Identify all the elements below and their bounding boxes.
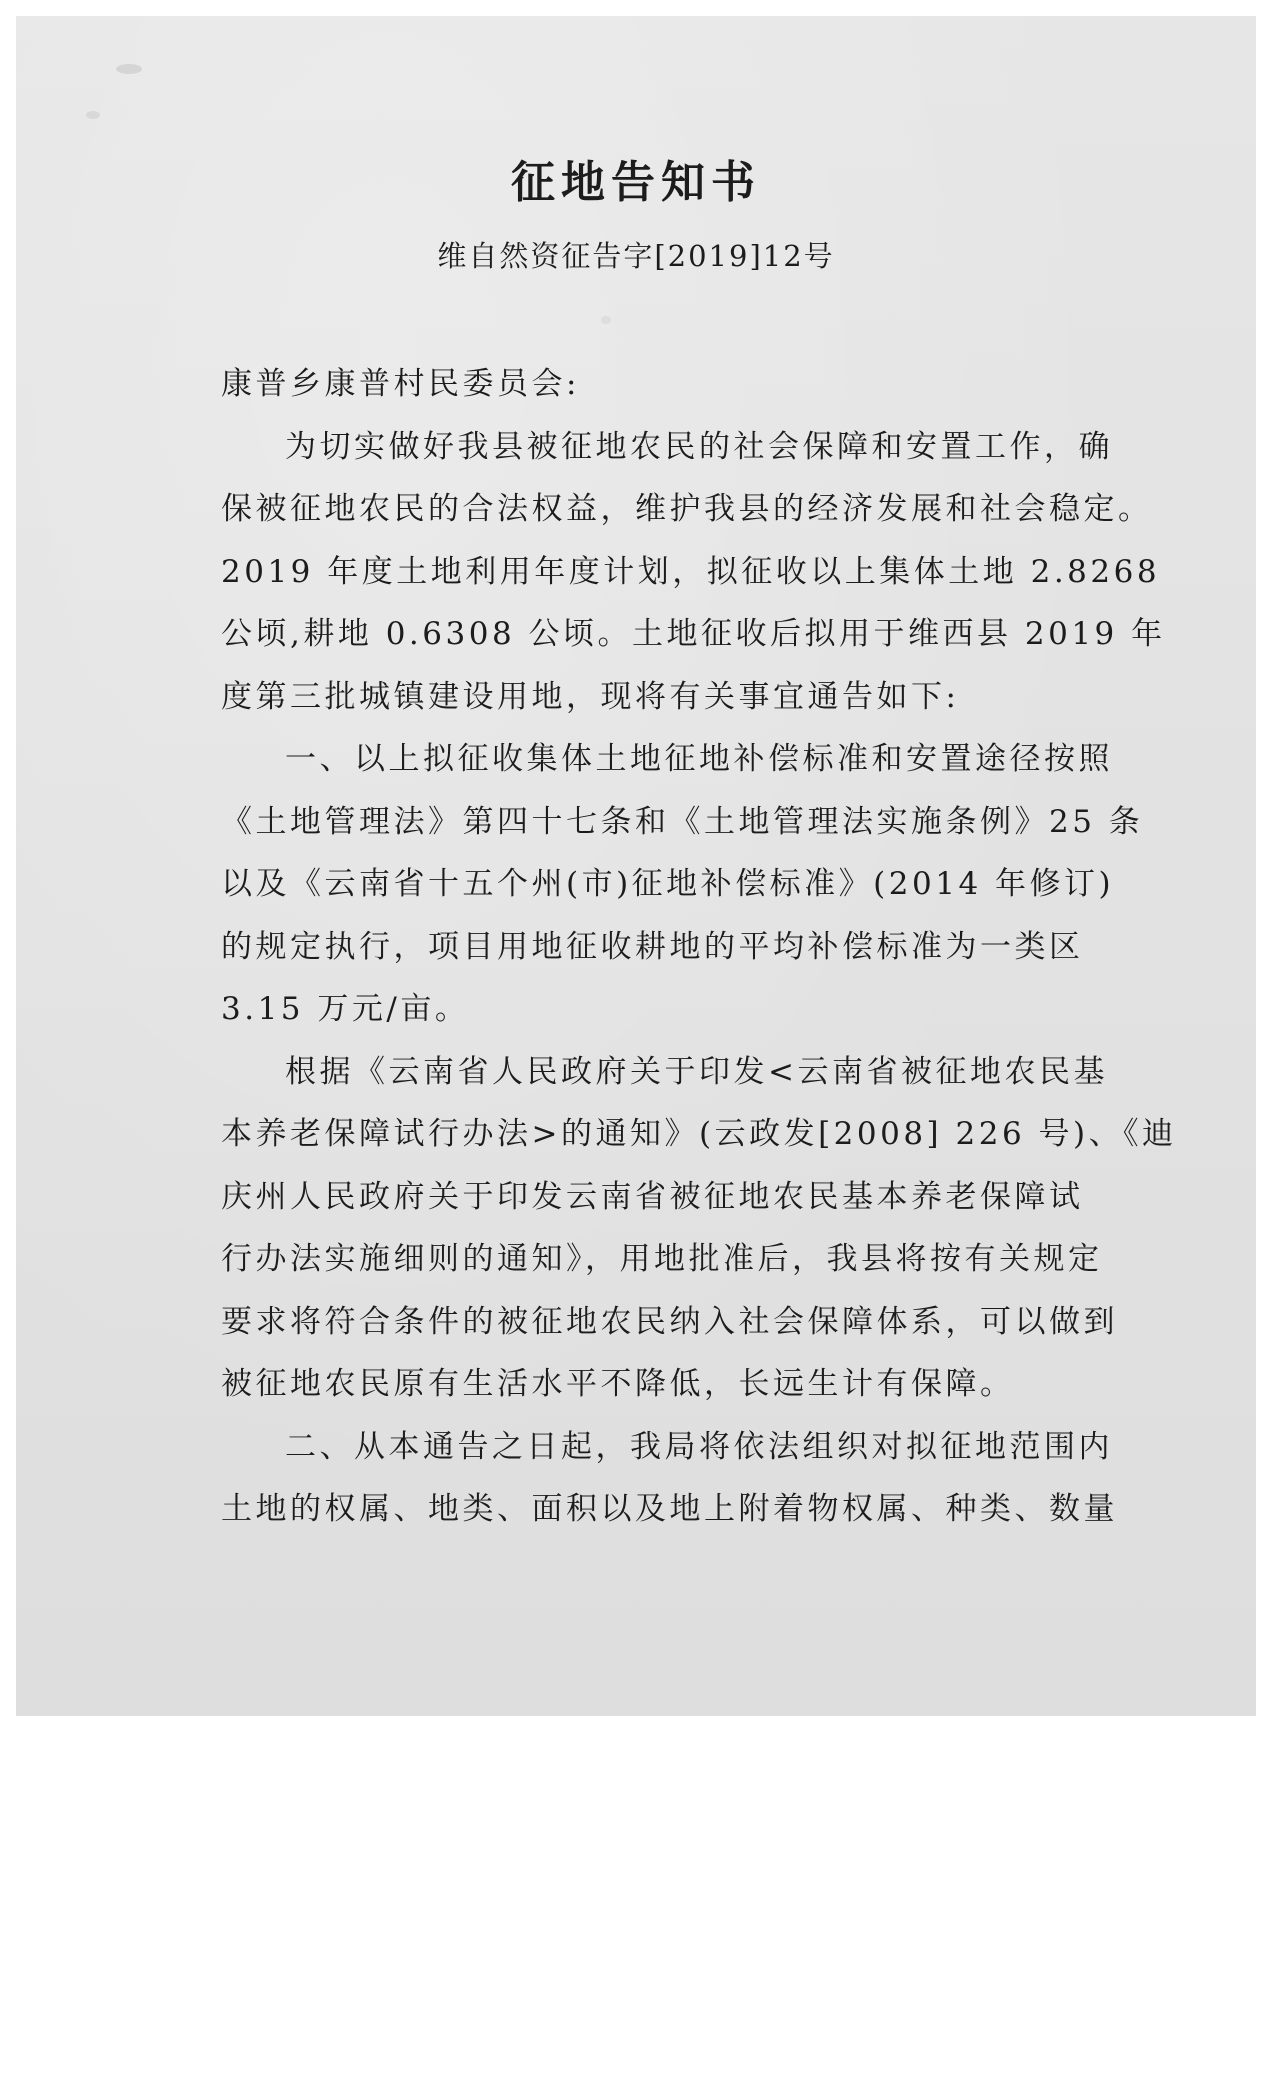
paragraph-line: 2019 年度土地利用年度计划，拟征收以上集体土地 2.8268 bbox=[221, 553, 1161, 590]
scan-speck bbox=[601, 316, 611, 324]
paragraph-line: 度第三批城镇建设用地，现将有关事宜通告如下: bbox=[221, 678, 960, 715]
scan-speck bbox=[116, 64, 142, 74]
paragraph-line: 的规定执行，项目用地征收耕地的平均补偿标准为一类区 bbox=[221, 928, 1084, 965]
paragraph-line: 以及《云南省十五个州(市)征地补偿标准》(2014 年修订) bbox=[221, 866, 1115, 902]
paragraph-line: 行办法实施细则的通知》，用地批准后，我县将按有关规定 bbox=[221, 1241, 1103, 1277]
paragraph-line: 要求将符合条件的被征地农民纳入社会保障体系，可以做到 bbox=[221, 1303, 1118, 1340]
document-title: 征地告知书 bbox=[511, 157, 761, 208]
paragraph-line: 根据《云南省人民政府关于印发<云南省被征地农民基 bbox=[285, 1053, 1108, 1090]
paragraph-line: 3.15 万元/亩。 bbox=[221, 991, 470, 1027]
paragraph-line: 公顷,耕地 0.6308 公顷。土地征收后拟用于维西县 2019 年 bbox=[221, 616, 1166, 652]
salutation: 康普乡康普村民委员会: bbox=[221, 366, 580, 402]
document-body bbox=[221, 353, 1177, 1541]
paragraph-line: 本养老保障试行办法>的通知》(云政发[2008] 226 号)、《迪 bbox=[221, 1116, 1177, 1152]
paragraph-line: 一、以上拟征收集体土地征地补偿标准和安置途径按照 bbox=[285, 741, 1113, 777]
paragraph-line: 为切实做好我县被征地农民的社会保障和安置工作，确 bbox=[285, 428, 1113, 465]
document-number: 维自然资征告字[2019]12号 bbox=[437, 239, 835, 273]
paragraph-line: 《土地管理法》第四十七条和《土地管理法实施条例》25 条 bbox=[221, 803, 1144, 840]
paragraph-line: 被征地农民原有生活水平不降低，长远生计有保障。 bbox=[221, 1366, 1015, 1402]
paragraph-line: 土地的权属、地类、面积以及地上附着物权属、种类、数量 bbox=[221, 1491, 1118, 1527]
paragraph-line: 二、从本通告之日起，我局将依法组织对拟征地范围内 bbox=[285, 1428, 1113, 1465]
paragraph-line: 保被征地农民的合法权益，维护我县的经济发展和社会稳定。 bbox=[221, 491, 1153, 527]
paragraph-line: 庆州人民政府关于印发云南省被征地农民基本养老保障试 bbox=[221, 1178, 1084, 1215]
scanned-page bbox=[16, 16, 1256, 1716]
scan-speck bbox=[86, 111, 100, 119]
